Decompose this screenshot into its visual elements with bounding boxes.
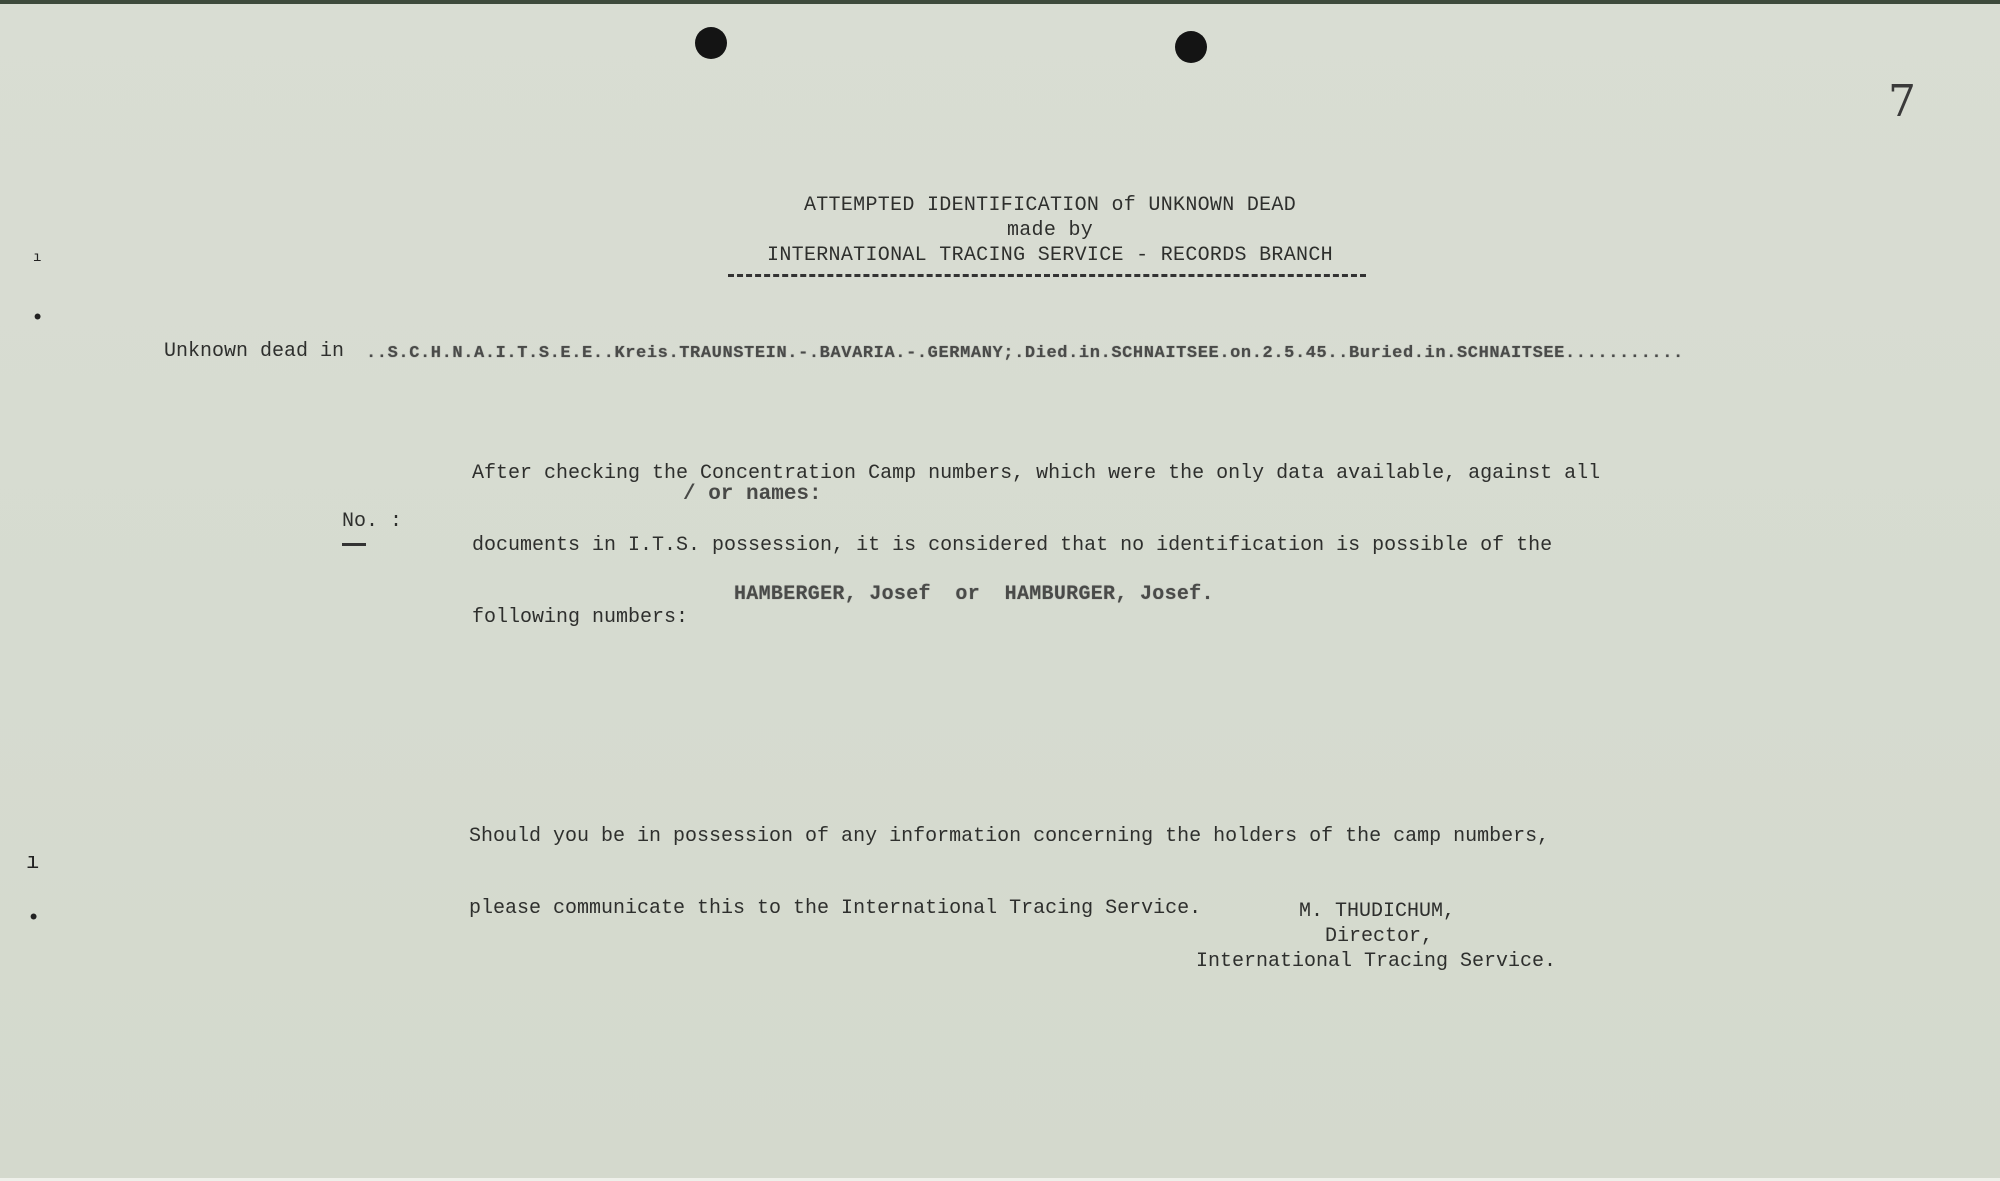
number-label: No. : [342,510,403,533]
unknown-dead-label: Unknown dead in [164,340,345,363]
signatory-organization: International Tracing Service. [1196,950,1557,973]
signatory-name: M. THUDICHUM, [1299,900,1456,923]
place-of-death-text: ..S.C.H.N.A.I.T.S.E.E..Kreis.TRAUNSTEIN.-.BAVARIA.-.GERMANY;.Died.in.SCHNAITSEE.on.2.5.45..Buried.in.SCHNAITSEE........... [366,344,1684,363]
punch-hole-right [1175,31,1207,63]
title-line-2: made by [1006,219,1094,242]
page-number: 7 [1888,76,1916,127]
candidate-names: HAMBERGER, Josef or HAMBURGER, Josef. [734,583,1214,606]
checking-line-2: documents in I.T.S. possession, it is considered that no identification is possible of the [472,534,1553,557]
margin-mark: • [31,306,45,331]
margin-mark: • [27,906,41,931]
or-names-label: / or names: [683,483,822,506]
number-label-underline [342,543,366,546]
margin-mark: ı [26,850,40,875]
checking-line-3: following numbers: [472,606,689,629]
paper-top-edge [0,0,2000,4]
title-line-1: ATTEMPTED IDENTIFICATION of UNKNOWN DEAD [803,194,1297,217]
checking-line-1: After checking the Concentration Camp numbers, which were the only data available, against all [472,462,1601,485]
title-line-3: INTERNATIONAL TRACING SERVICE - RECORDS BRANCH [767,244,1333,267]
request-line-2: please communicate this to the International Tracing Service. [469,897,1202,920]
signature-block [1196,899,1596,974]
punch-hole-left [695,27,727,59]
margin-mark: ı [33,250,42,266]
title-dashed-rule [728,274,1366,277]
document-title [700,193,1400,268]
request-line-1: Should you be in possession of any information concerning the holders of the camp numbers, [469,825,1550,848]
signatory-role: Director, [1325,925,1434,948]
checking-paragraph [472,414,1600,678]
